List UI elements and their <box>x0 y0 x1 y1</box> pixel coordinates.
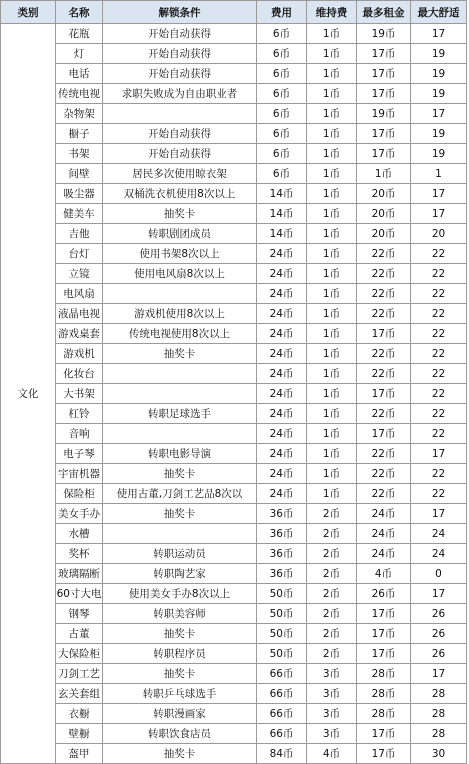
max-comfort-cell: 26 <box>411 624 467 644</box>
upkeep-cell: 1币 <box>307 24 357 44</box>
cost-cell: 84币 <box>257 744 307 764</box>
max-comfort-cell: 17 <box>411 584 467 604</box>
max-rent-cell: 22币 <box>357 264 411 284</box>
max-comfort-cell: 26 <box>411 644 467 664</box>
upkeep-cell: 2币 <box>307 504 357 524</box>
unlock-condition-cell: 居民多次使用晾衣架 <box>103 164 257 184</box>
cost-cell: 14币 <box>257 204 307 224</box>
name-cell: 大书架 <box>56 384 103 404</box>
max-comfort-cell: 19 <box>411 144 467 164</box>
table-row <box>1 64 467 84</box>
table-row <box>1 224 467 244</box>
name-cell: 古董 <box>56 624 103 644</box>
header-max-rent: 最多租金 <box>357 1 411 24</box>
name-cell: 杂物架 <box>56 104 103 124</box>
unlock-condition-cell: 转职乒乓球选手 <box>103 684 257 704</box>
upkeep-cell: 2币 <box>307 564 357 584</box>
max-comfort-cell: 19 <box>411 84 467 104</box>
header-unlock-condition: 解锁条件 <box>103 1 257 24</box>
cost-cell: 24币 <box>257 264 307 284</box>
max-comfort-cell: 28 <box>411 704 467 724</box>
unlock-condition-cell: 使用古董,刀剑工艺品8次以 <box>103 484 257 504</box>
max-rent-cell: 17币 <box>357 144 411 164</box>
unlock-condition-cell: 使用书架8次以上 <box>103 244 257 264</box>
max-rent-cell: 24币 <box>357 524 411 544</box>
cost-cell: 6币 <box>257 84 307 104</box>
max-comfort-cell: 22 <box>411 264 467 284</box>
max-comfort-cell: 17 <box>411 664 467 684</box>
table-row <box>1 164 467 184</box>
max-comfort-cell: 22 <box>411 244 467 264</box>
max-rent-cell: 22币 <box>357 344 411 364</box>
name-cell: 宇宙机器 <box>56 464 103 484</box>
upkeep-cell: 2币 <box>307 524 357 544</box>
unlock-condition-cell: 开始自动获得 <box>103 64 257 84</box>
unlock-condition-cell: 开始自动获得 <box>103 24 257 44</box>
max-comfort-cell: 26 <box>411 604 467 624</box>
header-category: 类别 <box>1 1 56 24</box>
max-comfort-cell: 22 <box>411 404 467 424</box>
max-rent-cell: 22币 <box>357 404 411 424</box>
max-rent-cell: 22币 <box>357 464 411 484</box>
table-row <box>1 204 467 224</box>
unlock-condition-cell: 双桶洗衣机使用8次以上 <box>103 184 257 204</box>
cost-cell: 50币 <box>257 624 307 644</box>
max-rent-cell: 20币 <box>357 224 411 244</box>
upkeep-cell: 1币 <box>307 204 357 224</box>
cost-cell: 24币 <box>257 444 307 464</box>
cost-cell: 14币 <box>257 224 307 244</box>
name-cell: 水槽 <box>56 524 103 544</box>
header-name: 名称 <box>56 1 103 24</box>
unlock-condition-cell: 使用美女手办8次以上 <box>103 584 257 604</box>
max-rent-cell: 17币 <box>357 324 411 344</box>
max-rent-cell: 17币 <box>357 64 411 84</box>
max-comfort-cell: 17 <box>411 104 467 124</box>
max-comfort-cell: 1 <box>411 164 467 184</box>
cost-cell: 36币 <box>257 504 307 524</box>
cost-cell: 24币 <box>257 484 307 504</box>
table-row <box>1 124 467 144</box>
max-rent-cell: 17币 <box>357 124 411 144</box>
max-comfort-cell: 19 <box>411 44 467 64</box>
upkeep-cell: 1币 <box>307 404 357 424</box>
max-rent-cell: 19币 <box>357 104 411 124</box>
upkeep-cell: 1币 <box>307 44 357 64</box>
max-rent-cell: 26币 <box>357 584 411 604</box>
upkeep-cell: 2币 <box>307 604 357 624</box>
unlock-condition-cell <box>103 104 257 124</box>
max-comfort-cell: 22 <box>411 384 467 404</box>
cost-cell: 66币 <box>257 684 307 704</box>
max-comfort-cell: 22 <box>411 364 467 384</box>
cost-cell: 24币 <box>257 424 307 444</box>
max-comfort-cell: 28 <box>411 684 467 704</box>
name-cell: 大保险柜 <box>56 644 103 664</box>
upkeep-cell: 3币 <box>307 724 357 744</box>
upkeep-cell: 2币 <box>307 644 357 664</box>
unlock-condition-cell: 抽奖卡 <box>103 464 257 484</box>
max-comfort-cell: 22 <box>411 424 467 444</box>
max-comfort-cell: 17 <box>411 24 467 44</box>
name-cell: 音响 <box>56 424 103 444</box>
max-rent-cell: 24币 <box>357 544 411 564</box>
cost-cell: 6币 <box>257 124 307 144</box>
upkeep-cell: 2币 <box>307 584 357 604</box>
upkeep-cell: 1币 <box>307 264 357 284</box>
table-row <box>1 284 467 304</box>
cost-cell: 24币 <box>257 304 307 324</box>
table-row <box>1 704 467 724</box>
table-row <box>1 444 467 464</box>
table-body <box>1 24 467 764</box>
cost-cell: 14币 <box>257 184 307 204</box>
unlock-condition-cell: 游戏机使用8次以上 <box>103 304 257 324</box>
category-cell: 文化 <box>1 24 56 764</box>
cost-cell: 36币 <box>257 544 307 564</box>
cost-cell: 50币 <box>257 604 307 624</box>
upkeep-cell: 1币 <box>307 304 357 324</box>
max-rent-cell: 17币 <box>357 384 411 404</box>
name-cell: 化妆台 <box>56 364 103 384</box>
max-rent-cell: 28币 <box>357 684 411 704</box>
table-row <box>1 424 467 444</box>
max-comfort-cell: 22 <box>411 304 467 324</box>
unlock-condition-cell: 抽奖卡 <box>103 744 257 764</box>
max-comfort-cell: 22 <box>411 464 467 484</box>
upkeep-cell: 1币 <box>307 164 357 184</box>
cost-cell: 6币 <box>257 44 307 64</box>
name-cell: 杠铃 <box>56 404 103 424</box>
name-cell: 玄关套组 <box>56 684 103 704</box>
upkeep-cell: 1币 <box>307 104 357 124</box>
name-cell: 保险柜 <box>56 484 103 504</box>
table-row <box>1 524 467 544</box>
unlock-condition-cell: 抽奖卡 <box>103 664 257 684</box>
unlock-condition-cell <box>103 524 257 544</box>
name-cell: 电话 <box>56 64 103 84</box>
name-cell: 吉他 <box>56 224 103 244</box>
cost-cell: 6币 <box>257 164 307 184</box>
max-comfort-cell: 24 <box>411 544 467 564</box>
name-cell: 液晶电视 <box>56 304 103 324</box>
unlock-condition-cell: 抽奖卡 <box>103 624 257 644</box>
table-row <box>1 604 467 624</box>
header-row <box>1 1 467 24</box>
unlock-condition-cell: 转职程序员 <box>103 644 257 664</box>
unlock-condition-cell: 转职美容师 <box>103 604 257 624</box>
max-rent-cell: 24币 <box>357 504 411 524</box>
unlock-condition-cell <box>103 364 257 384</box>
unlock-condition-cell <box>103 384 257 404</box>
table-row <box>1 364 467 384</box>
cost-cell: 36币 <box>257 524 307 544</box>
max-comfort-cell: 17 <box>411 444 467 464</box>
max-comfort-cell: 19 <box>411 124 467 144</box>
name-cell: 奖杯 <box>56 544 103 564</box>
unlock-condition-cell: 转职剧团成员 <box>103 224 257 244</box>
name-cell: 花瓶 <box>56 24 103 44</box>
table-row <box>1 184 467 204</box>
max-comfort-cell: 20 <box>411 224 467 244</box>
table-row <box>1 624 467 644</box>
max-comfort-cell: 30 <box>411 744 467 764</box>
upkeep-cell: 3币 <box>307 664 357 684</box>
name-cell: 刀剑工艺 <box>56 664 103 684</box>
name-cell: 立镜 <box>56 264 103 284</box>
max-comfort-cell: 17 <box>411 204 467 224</box>
upkeep-cell: 1币 <box>307 84 357 104</box>
unlock-condition-cell: 抽奖卡 <box>103 504 257 524</box>
max-rent-cell: 20币 <box>357 184 411 204</box>
upkeep-cell: 1币 <box>307 464 357 484</box>
max-comfort-cell: 19 <box>411 64 467 84</box>
table-row <box>1 584 467 604</box>
name-cell: 钢琴 <box>56 604 103 624</box>
table-row <box>1 144 467 164</box>
name-cell: 60寸大电 <box>56 584 103 604</box>
upkeep-cell: 1币 <box>307 124 357 144</box>
max-comfort-cell: 22 <box>411 324 467 344</box>
max-comfort-cell: 22 <box>411 484 467 504</box>
max-rent-cell: 22币 <box>357 364 411 384</box>
upkeep-cell: 1币 <box>307 364 357 384</box>
unlock-condition-cell: 开始自动获得 <box>103 144 257 164</box>
unlock-condition-cell: 转职运动员 <box>103 544 257 564</box>
cost-cell: 50币 <box>257 644 307 664</box>
max-rent-cell: 22币 <box>357 244 411 264</box>
unlock-condition-cell: 开始自动获得 <box>103 124 257 144</box>
cost-cell: 6币 <box>257 104 307 124</box>
cost-cell: 24币 <box>257 364 307 384</box>
table-row <box>1 24 467 44</box>
table-row <box>1 684 467 704</box>
name-cell: 盔甲 <box>56 744 103 764</box>
max-rent-cell: 22币 <box>357 484 411 504</box>
upkeep-cell: 1币 <box>307 424 357 444</box>
header-cost: 费用 <box>257 1 307 24</box>
table-row <box>1 104 467 124</box>
name-cell: 壁橱 <box>56 724 103 744</box>
unlock-condition-cell: 转职饮食店员 <box>103 724 257 744</box>
table-row <box>1 644 467 664</box>
name-cell: 台灯 <box>56 244 103 264</box>
upkeep-cell: 4币 <box>307 744 357 764</box>
max-comfort-cell: 17 <box>411 504 467 524</box>
table-row <box>1 484 467 504</box>
max-rent-cell: 17币 <box>357 744 411 764</box>
cost-cell: 66币 <box>257 704 307 724</box>
table-row <box>1 744 467 764</box>
cost-cell: 6币 <box>257 144 307 164</box>
table-row <box>1 564 467 584</box>
unlock-condition-cell <box>103 284 257 304</box>
cost-cell: 66币 <box>257 724 307 744</box>
upkeep-cell: 1币 <box>307 284 357 304</box>
table-row <box>1 324 467 344</box>
max-rent-cell: 1币 <box>357 164 411 184</box>
max-rent-cell: 19币 <box>357 24 411 44</box>
max-rent-cell: 17币 <box>357 604 411 624</box>
max-rent-cell: 17币 <box>357 624 411 644</box>
cost-cell: 24币 <box>257 244 307 264</box>
upkeep-cell: 3币 <box>307 684 357 704</box>
name-cell: 美女手办 <box>56 504 103 524</box>
upkeep-cell: 1币 <box>307 184 357 204</box>
unlock-condition-cell: 转职足球选手 <box>103 404 257 424</box>
unlock-condition-cell: 传统电视使用8次以上 <box>103 324 257 344</box>
header-max-comfort: 最大舒适 <box>411 1 467 24</box>
max-rent-cell: 17币 <box>357 724 411 744</box>
max-rent-cell: 22币 <box>357 284 411 304</box>
max-comfort-cell: 22 <box>411 284 467 304</box>
name-cell: 游戏机 <box>56 344 103 364</box>
cost-cell: 24币 <box>257 284 307 304</box>
upkeep-cell: 2币 <box>307 624 357 644</box>
table-row <box>1 304 467 324</box>
name-cell: 电子琴 <box>56 444 103 464</box>
max-comfort-cell: 28 <box>411 724 467 744</box>
upkeep-cell: 1币 <box>307 244 357 264</box>
max-comfort-cell: 0 <box>411 564 467 584</box>
max-comfort-cell: 24 <box>411 524 467 544</box>
max-comfort-cell: 17 <box>411 184 467 204</box>
unlock-condition-cell: 转职电影导演 <box>103 444 257 464</box>
name-cell: 健美车 <box>56 204 103 224</box>
name-cell: 间壁 <box>56 164 103 184</box>
cost-cell: 24币 <box>257 384 307 404</box>
cost-cell: 50币 <box>257 584 307 604</box>
name-cell: 衣橱 <box>56 704 103 724</box>
table-row <box>1 384 467 404</box>
cost-cell: 66币 <box>257 664 307 684</box>
table-row <box>1 544 467 564</box>
name-cell: 玻璃隔断 <box>56 564 103 584</box>
upkeep-cell: 1币 <box>307 324 357 344</box>
unlock-condition-cell: 求职失败成为自由职业者 <box>103 84 257 104</box>
cost-cell: 24币 <box>257 404 307 424</box>
name-cell: 灯 <box>56 44 103 64</box>
max-rent-cell: 17币 <box>357 424 411 444</box>
upkeep-cell: 1币 <box>307 64 357 84</box>
table-row <box>1 44 467 64</box>
max-rent-cell: 20币 <box>357 204 411 224</box>
max-comfort-cell: 22 <box>411 344 467 364</box>
name-cell: 传统电视 <box>56 84 103 104</box>
unlock-condition-cell: 转职漫画家 <box>103 704 257 724</box>
table-row <box>1 404 467 424</box>
cost-cell: 6币 <box>257 64 307 84</box>
max-rent-cell: 22币 <box>357 444 411 464</box>
cost-cell: 6币 <box>257 24 307 44</box>
unlock-condition-cell <box>103 424 257 444</box>
upkeep-cell: 1币 <box>307 224 357 244</box>
table-row <box>1 84 467 104</box>
table-row <box>1 464 467 484</box>
table-row <box>1 724 467 744</box>
unlock-condition-cell: 开始自动获得 <box>103 44 257 64</box>
max-rent-cell: 28币 <box>357 704 411 724</box>
table-row <box>1 504 467 524</box>
unlock-condition-cell: 转职陶艺家 <box>103 564 257 584</box>
table-row <box>1 264 467 284</box>
upkeep-cell: 2币 <box>307 544 357 564</box>
header-upkeep: 维持费 <box>307 1 357 24</box>
cost-cell: 24币 <box>257 324 307 344</box>
upkeep-cell: 1币 <box>307 384 357 404</box>
table-row <box>1 344 467 364</box>
max-rent-cell: 4币 <box>357 564 411 584</box>
cost-cell: 36币 <box>257 564 307 584</box>
name-cell: 吸尘器 <box>56 184 103 204</box>
cost-cell: 24币 <box>257 344 307 364</box>
table-row <box>1 244 467 264</box>
cost-cell: 24币 <box>257 464 307 484</box>
upkeep-cell: 1币 <box>307 144 357 164</box>
max-rent-cell: 17币 <box>357 84 411 104</box>
unlock-condition-cell: 抽奖卡 <box>103 204 257 224</box>
max-rent-cell: 28币 <box>357 664 411 684</box>
upkeep-cell: 1币 <box>307 444 357 464</box>
table-row <box>1 664 467 684</box>
max-rent-cell: 17币 <box>357 44 411 64</box>
name-cell: 书架 <box>56 144 103 164</box>
unlock-condition-cell: 使用电风扇8次以上 <box>103 264 257 284</box>
name-cell: 电风扇 <box>56 284 103 304</box>
name-cell: 游戏桌套 <box>56 324 103 344</box>
unlock-condition-cell: 抽奖卡 <box>103 344 257 364</box>
upkeep-cell: 3币 <box>307 704 357 724</box>
name-cell: 橱子 <box>56 124 103 144</box>
max-rent-cell: 22币 <box>357 304 411 324</box>
max-rent-cell: 17币 <box>357 644 411 664</box>
upkeep-cell: 1币 <box>307 344 357 364</box>
upkeep-cell: 1币 <box>307 484 357 504</box>
